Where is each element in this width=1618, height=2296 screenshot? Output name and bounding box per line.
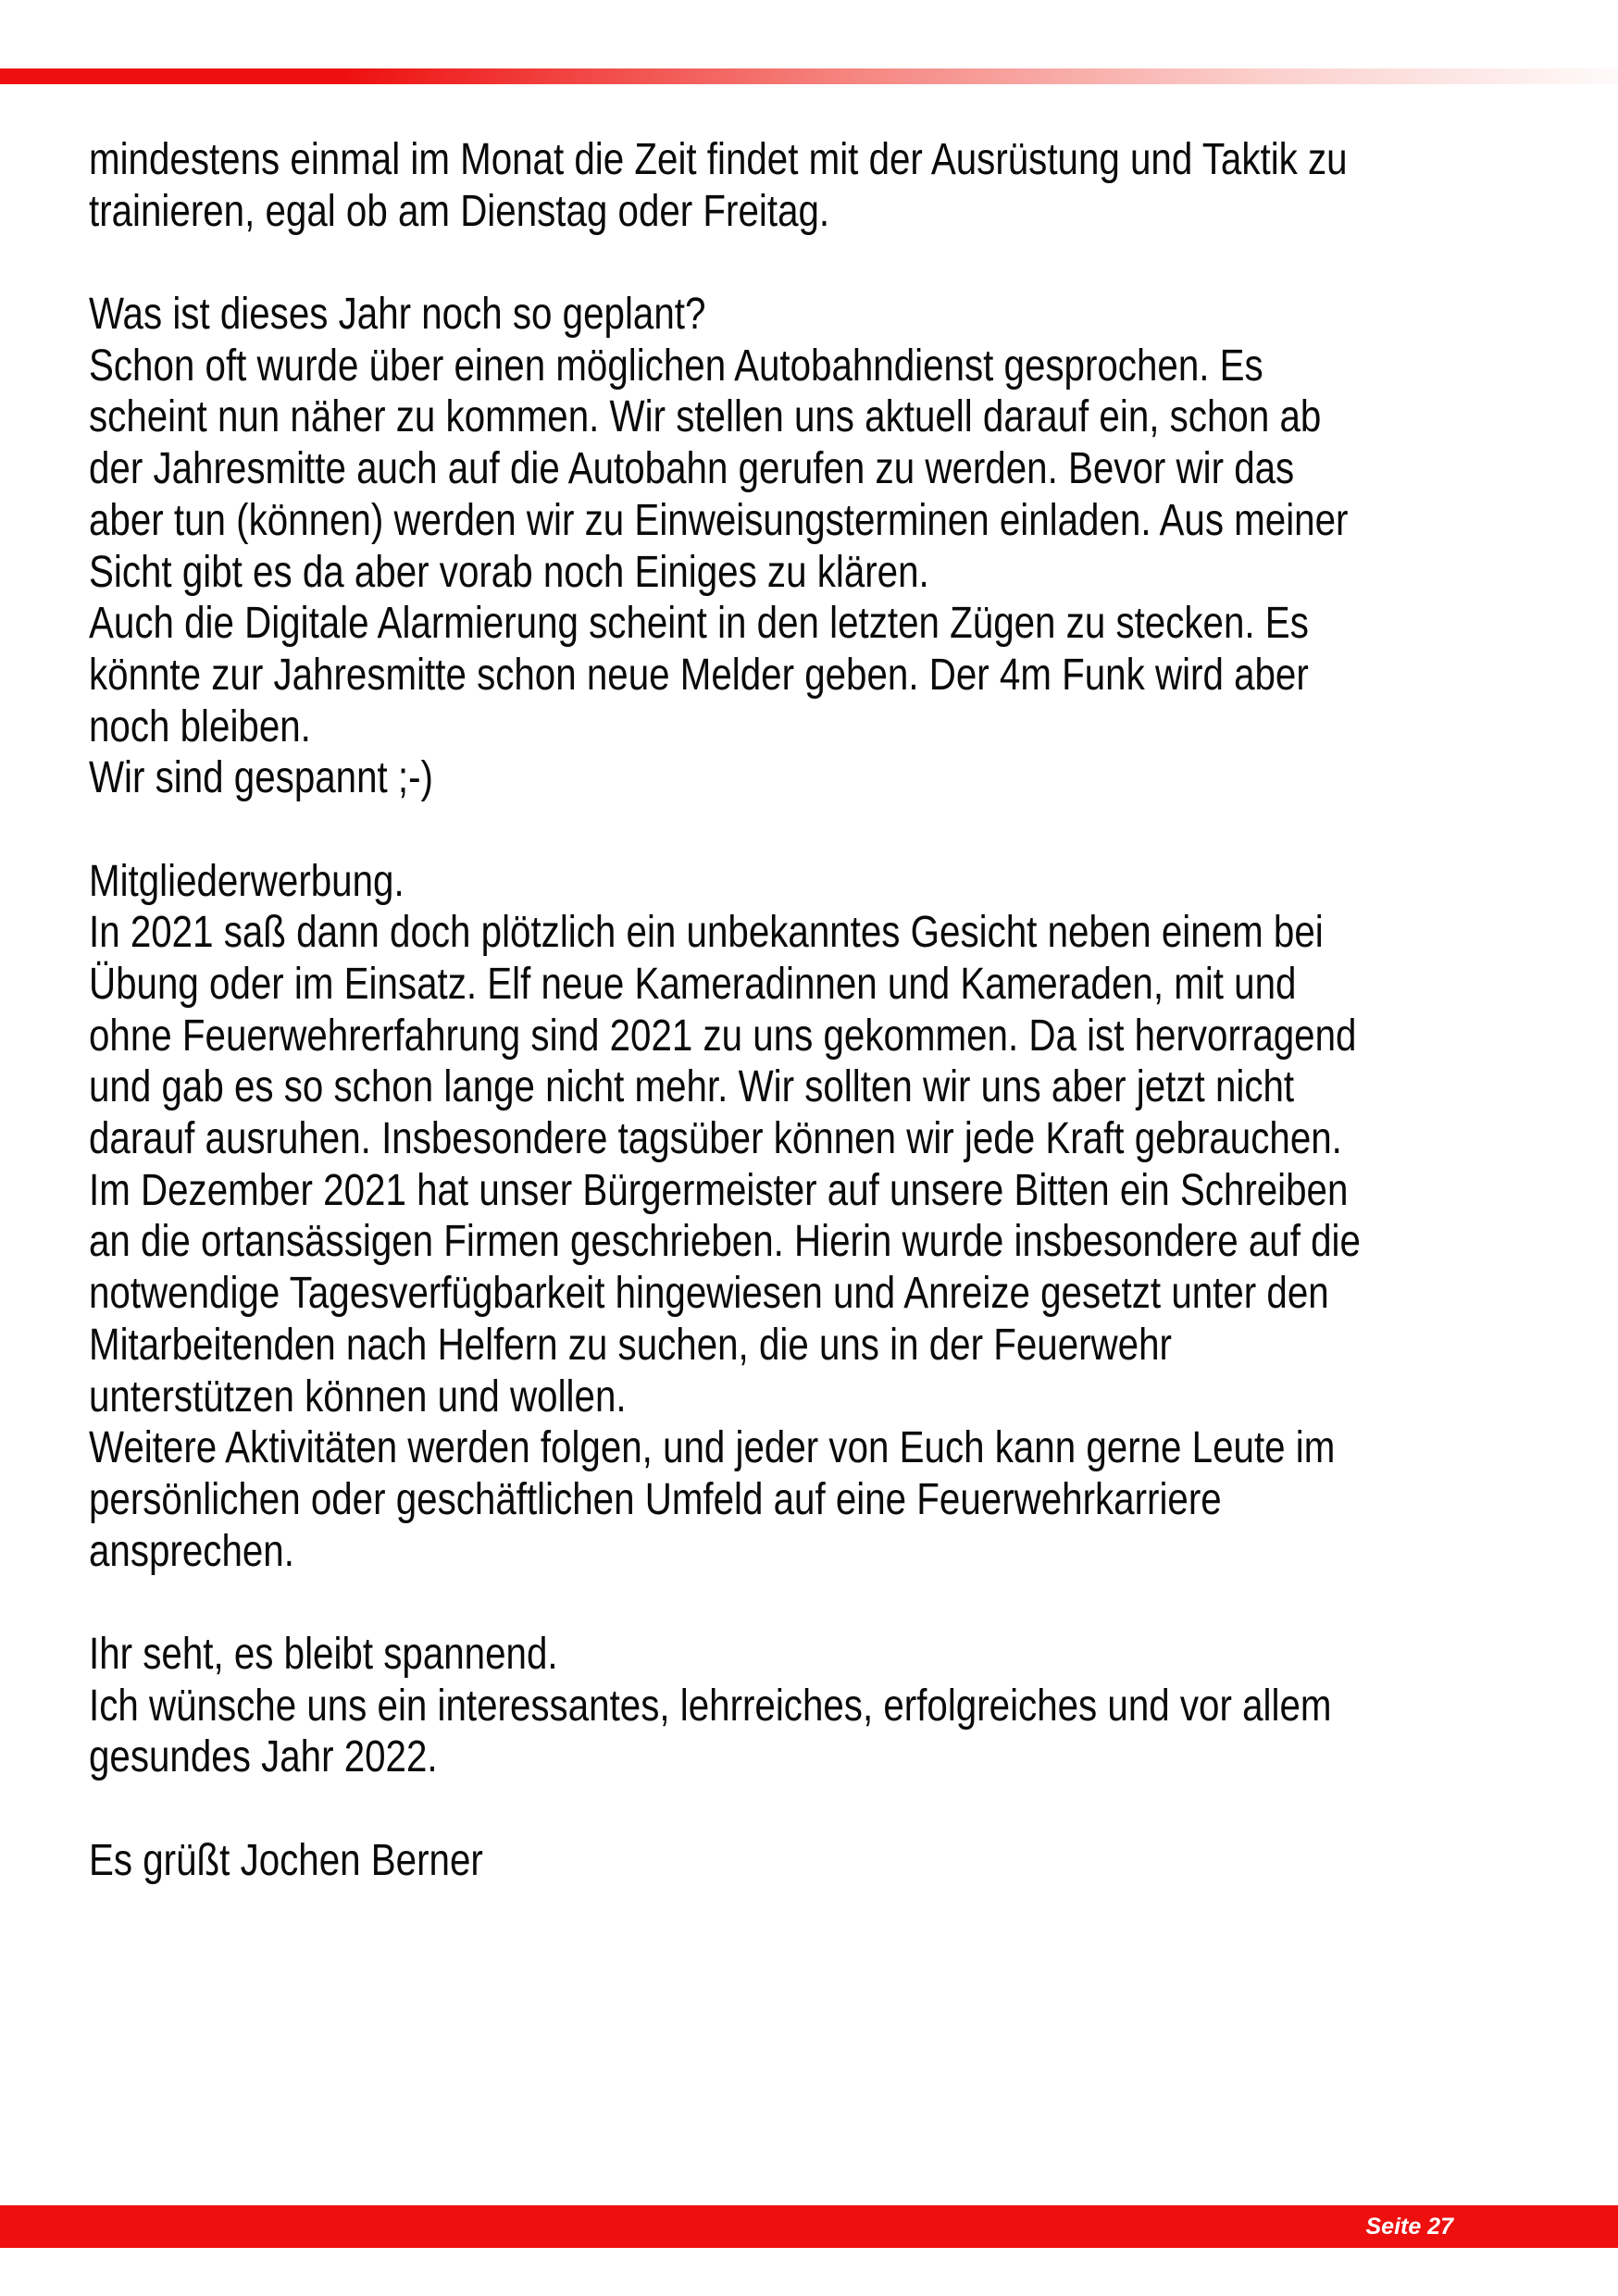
text-line: Mitarbeitenden nach Helfern zu suchen, die uns in der Feuerwehr (89, 1320, 1172, 1370)
text-line: Weitere Aktivitäten werden folgen, und jeder von Euch kann gerne Leute im (89, 1423, 1336, 1473)
text-line: In 2021 saß dann doch plötzlich ein unbekanntes Gesicht neben einem bei (89, 908, 1324, 958)
text-line (89, 1783, 1457, 1835)
text-line (89, 237, 1457, 289)
text-line: ohne Feuerwehrerfahrung sind 2021 zu uns gekommen. Da ist hervorragend (89, 1011, 1357, 1061)
page-number: Seite 27 (1365, 2214, 1453, 2240)
text-line: der Jahresmitte auch auf die Autobahn gerufen zu werden. Bevor wir das (89, 444, 1295, 494)
text-line: Es grüßt Jochen Berner (89, 1835, 483, 1885)
text-line: Mitgliederwerbung. (89, 856, 404, 906)
text-line (89, 804, 1457, 856)
text-line: aber tun (können) werden wir zu Einweisungsterminen einladen. Aus meiner (89, 495, 1349, 545)
text-line: darauf ausruhen. Insbesondere tagsüber können wir jede Kraft gebrauchen. (89, 1114, 1342, 1164)
text-line: Auch die Digitale Alarmierung scheint in den letzten Zügen zu stecken. Es (89, 599, 1309, 649)
footer-bar (0, 2205, 1618, 2248)
text-line: Ihr seht, es bleibt spannend. (89, 1629, 558, 1679)
text-line: Wir sind gespannt ;-) (89, 753, 433, 803)
text-line: Schon oft wurde über einen möglichen Autobahndienst gesprochen. Es (89, 341, 1263, 391)
text-line: notwendige Tagesverfügbarkeit hingewiesen und Anreize gesetzt unter den (89, 1269, 1329, 1319)
text-line: trainieren, egal ob am Dienstag oder Freitag. (89, 186, 830, 236)
body-text-lines (89, 134, 1457, 1886)
text-line: Sicht gibt es da aber vorab noch Einiges zu klären. (89, 547, 929, 597)
text-line: scheint nun näher zu kommen. Wir stellen uns aktuell darauf ein, schon ab (89, 392, 1322, 442)
text-line: Was ist dieses Jahr noch so geplant? (89, 290, 706, 340)
text-line: ansprechen. (89, 1526, 294, 1576)
text-line: unterstützen können und wollen. (89, 1371, 627, 1421)
text-line (89, 1577, 1457, 1629)
text-line: Übung oder im Einsatz. Elf neue Kameradinnen und Kameraden, mit und (89, 960, 1297, 1009)
text-line: und gab es so schon lange nicht mehr. Wir sollten wir uns aber jetzt nicht (89, 1062, 1295, 1112)
text-line: noch bleiben. (89, 701, 311, 751)
top-accent-bar (0, 68, 1618, 84)
text-line: an die ortansässigen Firmen geschrieben. Hierin wurde insbesondere auf die (89, 1217, 1361, 1267)
text-line: Im Dezember 2021 hat unser Bürgermeister auf unsere Bitten ein Schreiben (89, 1165, 1349, 1215)
text-line: Ich wünsche uns ein interessantes, lehrreiches, erfolgreiches und vor allem (89, 1681, 1332, 1731)
text-line: könnte zur Jahresmitte schon neue Melder geben. Der 4m Funk wird aber (89, 650, 1309, 700)
body-text (89, 134, 1457, 1886)
text-line: persönlichen oder geschäftlichen Umfeld auf eine Feuerwehrkarriere (89, 1474, 1222, 1524)
text-line: mindestens einmal im Monat die Zeit findet mit der Ausrüstung und Taktik zu (89, 135, 1348, 184)
text-line: gesundes Jahr 2022. (89, 1732, 438, 1782)
